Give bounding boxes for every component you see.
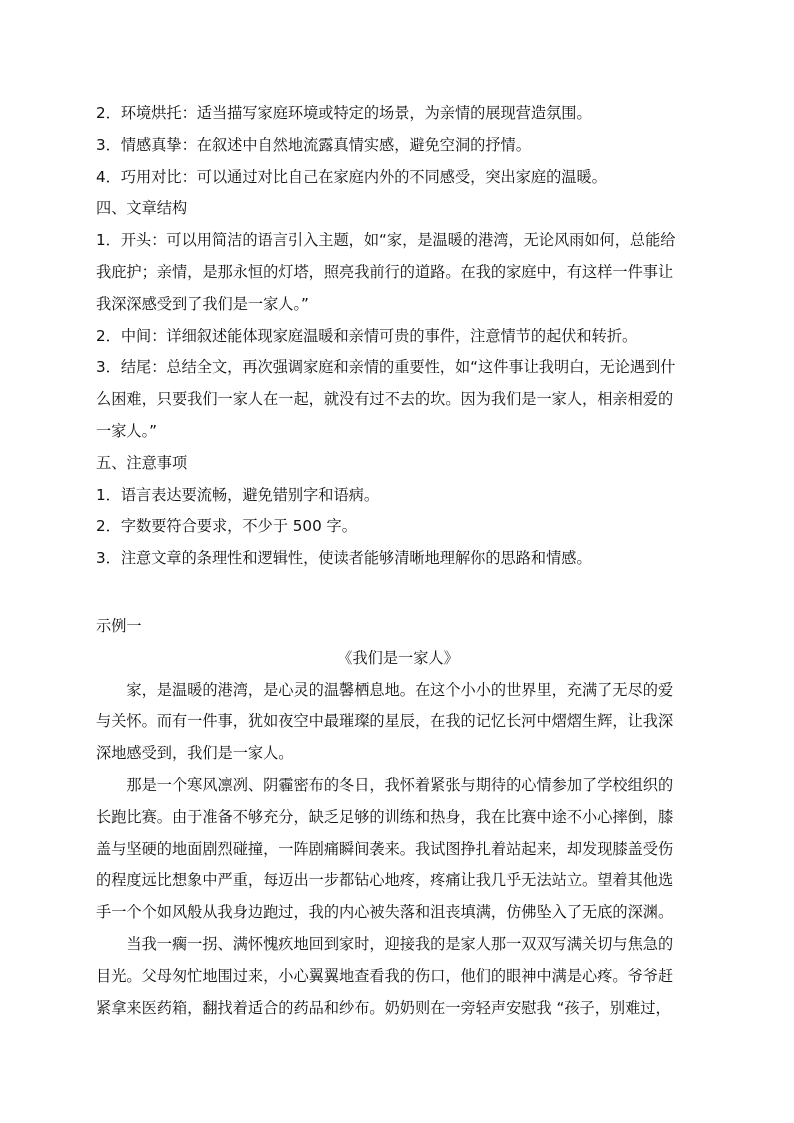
essay-paragraph-1-line: 家，是温暖的港湾，是心灵的温馨栖息地。在这个小小的世界里，充满了无尽的爱 <box>126 680 674 699</box>
essay-title: 《我们是一家人》 <box>337 648 459 667</box>
note-item-1: 1．语言表达要流畅，避免错别字和语病。 <box>96 485 380 504</box>
tip-item-3: 3．情感真挚：在叙述中自然地流露真情实感，避免空洞的抒情。 <box>96 135 531 154</box>
example-label: 示例一 <box>96 616 142 635</box>
tip-item-4: 4．巧用对比：可以通过对比自己在家庭内外的不同感受，突出家庭的温暖。 <box>96 167 607 186</box>
essay-paragraph-2-line: 盖与坚硬的地面剧烈碰撞，一阵剧痛瞬间袭来。我试图挣扎着站起来，却发现膝盖受伤 <box>96 839 674 858</box>
section-heading-notes: 五、注意事项 <box>96 453 188 472</box>
note-item-3: 3．注意文章的条理性和逻辑性，使读者能够清晰地理解你的思路和情感。 <box>96 549 592 568</box>
section-spacer <box>96 575 700 611</box>
essay-paragraph-3-line: 当我一瘸一拐、满怀愧疚地回到家时，迎接我的是家人那一双双写满关切与焦急的 <box>126 934 674 953</box>
structure-ending-line: 么困难，只要我们一家人在一起，就没有过不去的坎。因为我们是一家人，相亲相爱的 <box>96 390 674 409</box>
essay-paragraph-3-line: 目光。父母匆忙地围过来，小心翼翼地查看我的伤口，他们的眼神中满是心疼。爷爷赶 <box>96 966 674 985</box>
structure-opening-line: 我深深感受到了我们是一家人。” <box>96 294 309 313</box>
note-item-2: 2．字数要符合要求，不少于 500 字。 <box>96 517 357 536</box>
essay-paragraph-2-line: 手一个个如风般从我身边跑过，我的内心被失落和沮丧填满，仿佛坠入了无底的深渊。 <box>96 903 674 922</box>
essay-paragraph-2-line: 那是一个寒风凛冽、阴霾密布的冬日，我怀着紧张与期待的心情参加了学校组织的 <box>126 775 674 794</box>
section-heading-structure: 四、文章结构 <box>96 199 188 218</box>
essay-paragraph-1-line: 与关怀。而有一件事，犹如夜空中最璀璨的星辰，在我的记忆长河中熠熠生辉，让我深 <box>96 712 674 731</box>
tip-item-2: 2．环境烘托：适当描写家庭环境或特定的场景，为亲情的展现营造氛围。 <box>96 104 592 122</box>
structure-ending-line: 一家人。” <box>96 421 158 440</box>
essay-paragraph-2-line: 长跑比赛。由于准备不够充分，缺乏足够的训练和热身，我在比赛中途不小心摔倒，膝 <box>96 807 674 826</box>
essay-paragraph-2-line: 的程度远比想象中严重，每迈出一步都钻心地疼，疼痛让我几乎无法站立。望着其他选 <box>96 871 674 890</box>
essay-paragraph-1-line: 深地感受到，我们是一家人。 <box>96 744 294 763</box>
document-body <box>96 98 700 1024</box>
structure-opening-line: 1．开头：可以用简洁的语言引入主题，如“家，是温暖的港湾，无论风雨如何，总能给 <box>96 231 676 250</box>
structure-middle: 2．中间：详细叙述能体现家庭温暖和亲情可贵的事件，注意情节的起伏和转折。 <box>96 326 638 345</box>
essay-paragraph-3-line: 紧拿来医药箱，翻找着适合的药品和纱布。奶奶则在一旁轻声安慰我 “孩子，别难过， <box>96 998 671 1017</box>
structure-ending-line: 3．结尾：总结全文，再次强调家庭和亲情的重要性，如“这件事让我明白，无论遇到什 <box>96 358 676 377</box>
structure-opening-line: 我庇护；亲情，是那永恒的灯塔，照亮我前行的道路。在我的家庭中，有这样一件事让 <box>96 262 674 281</box>
